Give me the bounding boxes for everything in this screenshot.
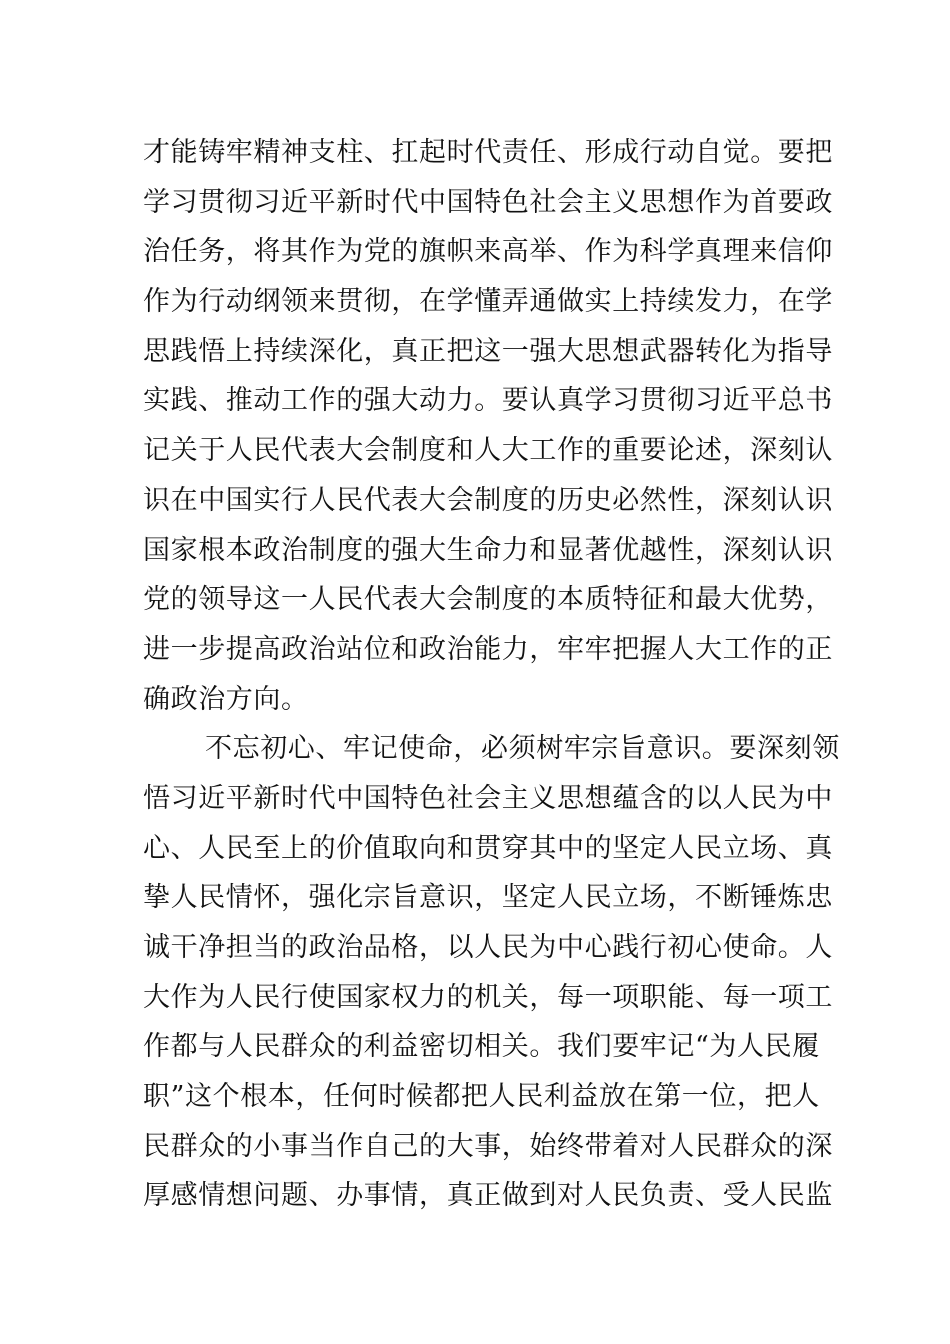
paragraph-2-line-4: 挚人民情怀，强化宗旨意识，坚定人民立场，不断锤炼忠 [143,882,833,914]
paragraph-2-line-8: 职”这个根本，任何时候都把人民利益放在第一位，把人 [143,1081,820,1113]
paragraph-1-line-7: 记关于人民代表大会制度和人大工作的重要论述，深刻认 [143,435,833,467]
paragraph-2-line-3: 心、人民至上的价值取向和贯穿其中的坚定人民立场、真 [143,832,833,864]
paragraph-1-line-8: 识在中国实行人民代表大会制度的历史必然性，深刻认识 [143,484,833,516]
paragraph-1-line-12: 确政治方向。 [143,683,309,715]
paragraph-1-line-2: 学习贯彻习近平新时代中国特色社会主义思想作为首要政 [143,186,833,218]
document-body [143,128,840,1221]
paragraph-1-line-10: 党的领导这一人民代表大会制度的本质特征和最大优势， [143,584,833,616]
paragraph-2-line-1: 不忘初心、牢记使命，必须树牢宗旨意识。要深刻领 [205,733,840,765]
paragraph-2-line-2: 悟习近平新时代中国特色社会主义思想蕴含的以人民为中 [143,782,833,814]
paragraph-1-line-9: 国家根本政治制度的强大生命力和显著优越性，深刻认识 [143,534,833,566]
paragraph-1-line-5: 思践悟上持续深化，真正把这一强大思想武器转化为指导 [143,335,833,367]
paragraph-2-line-10: 厚感情想问题、办事情，真正做到对人民负责、受人民监 [143,1180,833,1212]
paragraph-1-line-4: 作为行动纲领来贯彻，在学懂弄通做实上持续发力，在学 [143,286,833,318]
paragraph-1-line-6: 实践、推动工作的强大动力。要认真学习贯彻习近平总书 [143,385,833,417]
paragraph-2-line-7: 作都与人民群众的利益密切相关。我们要牢记“为人民履 [143,1031,820,1063]
paragraph-1-line-3: 治任务，将其作为党的旗帜来高举、作为科学真理来信仰 [143,236,833,268]
paragraph-1-line-1: 才能铸牢精神支柱、扛起时代责任、形成行动自觉。要把 [143,137,833,168]
paragraph-2-line-9: 民群众的小事当作自己的大事，始终带着对人民群众的深 [143,1130,833,1162]
paragraph-1-line-11: 进一步提高政治站位和政治能力，牢牢把握人大工作的正 [143,633,833,665]
paragraph-2-line-5: 诚干净担当的政治品格，以人民为中心践行初心使命。人 [143,932,833,963]
paragraph-2-line-6: 大作为人民行使国家权力的机关，每一项职能、每一项工 [143,981,833,1013]
